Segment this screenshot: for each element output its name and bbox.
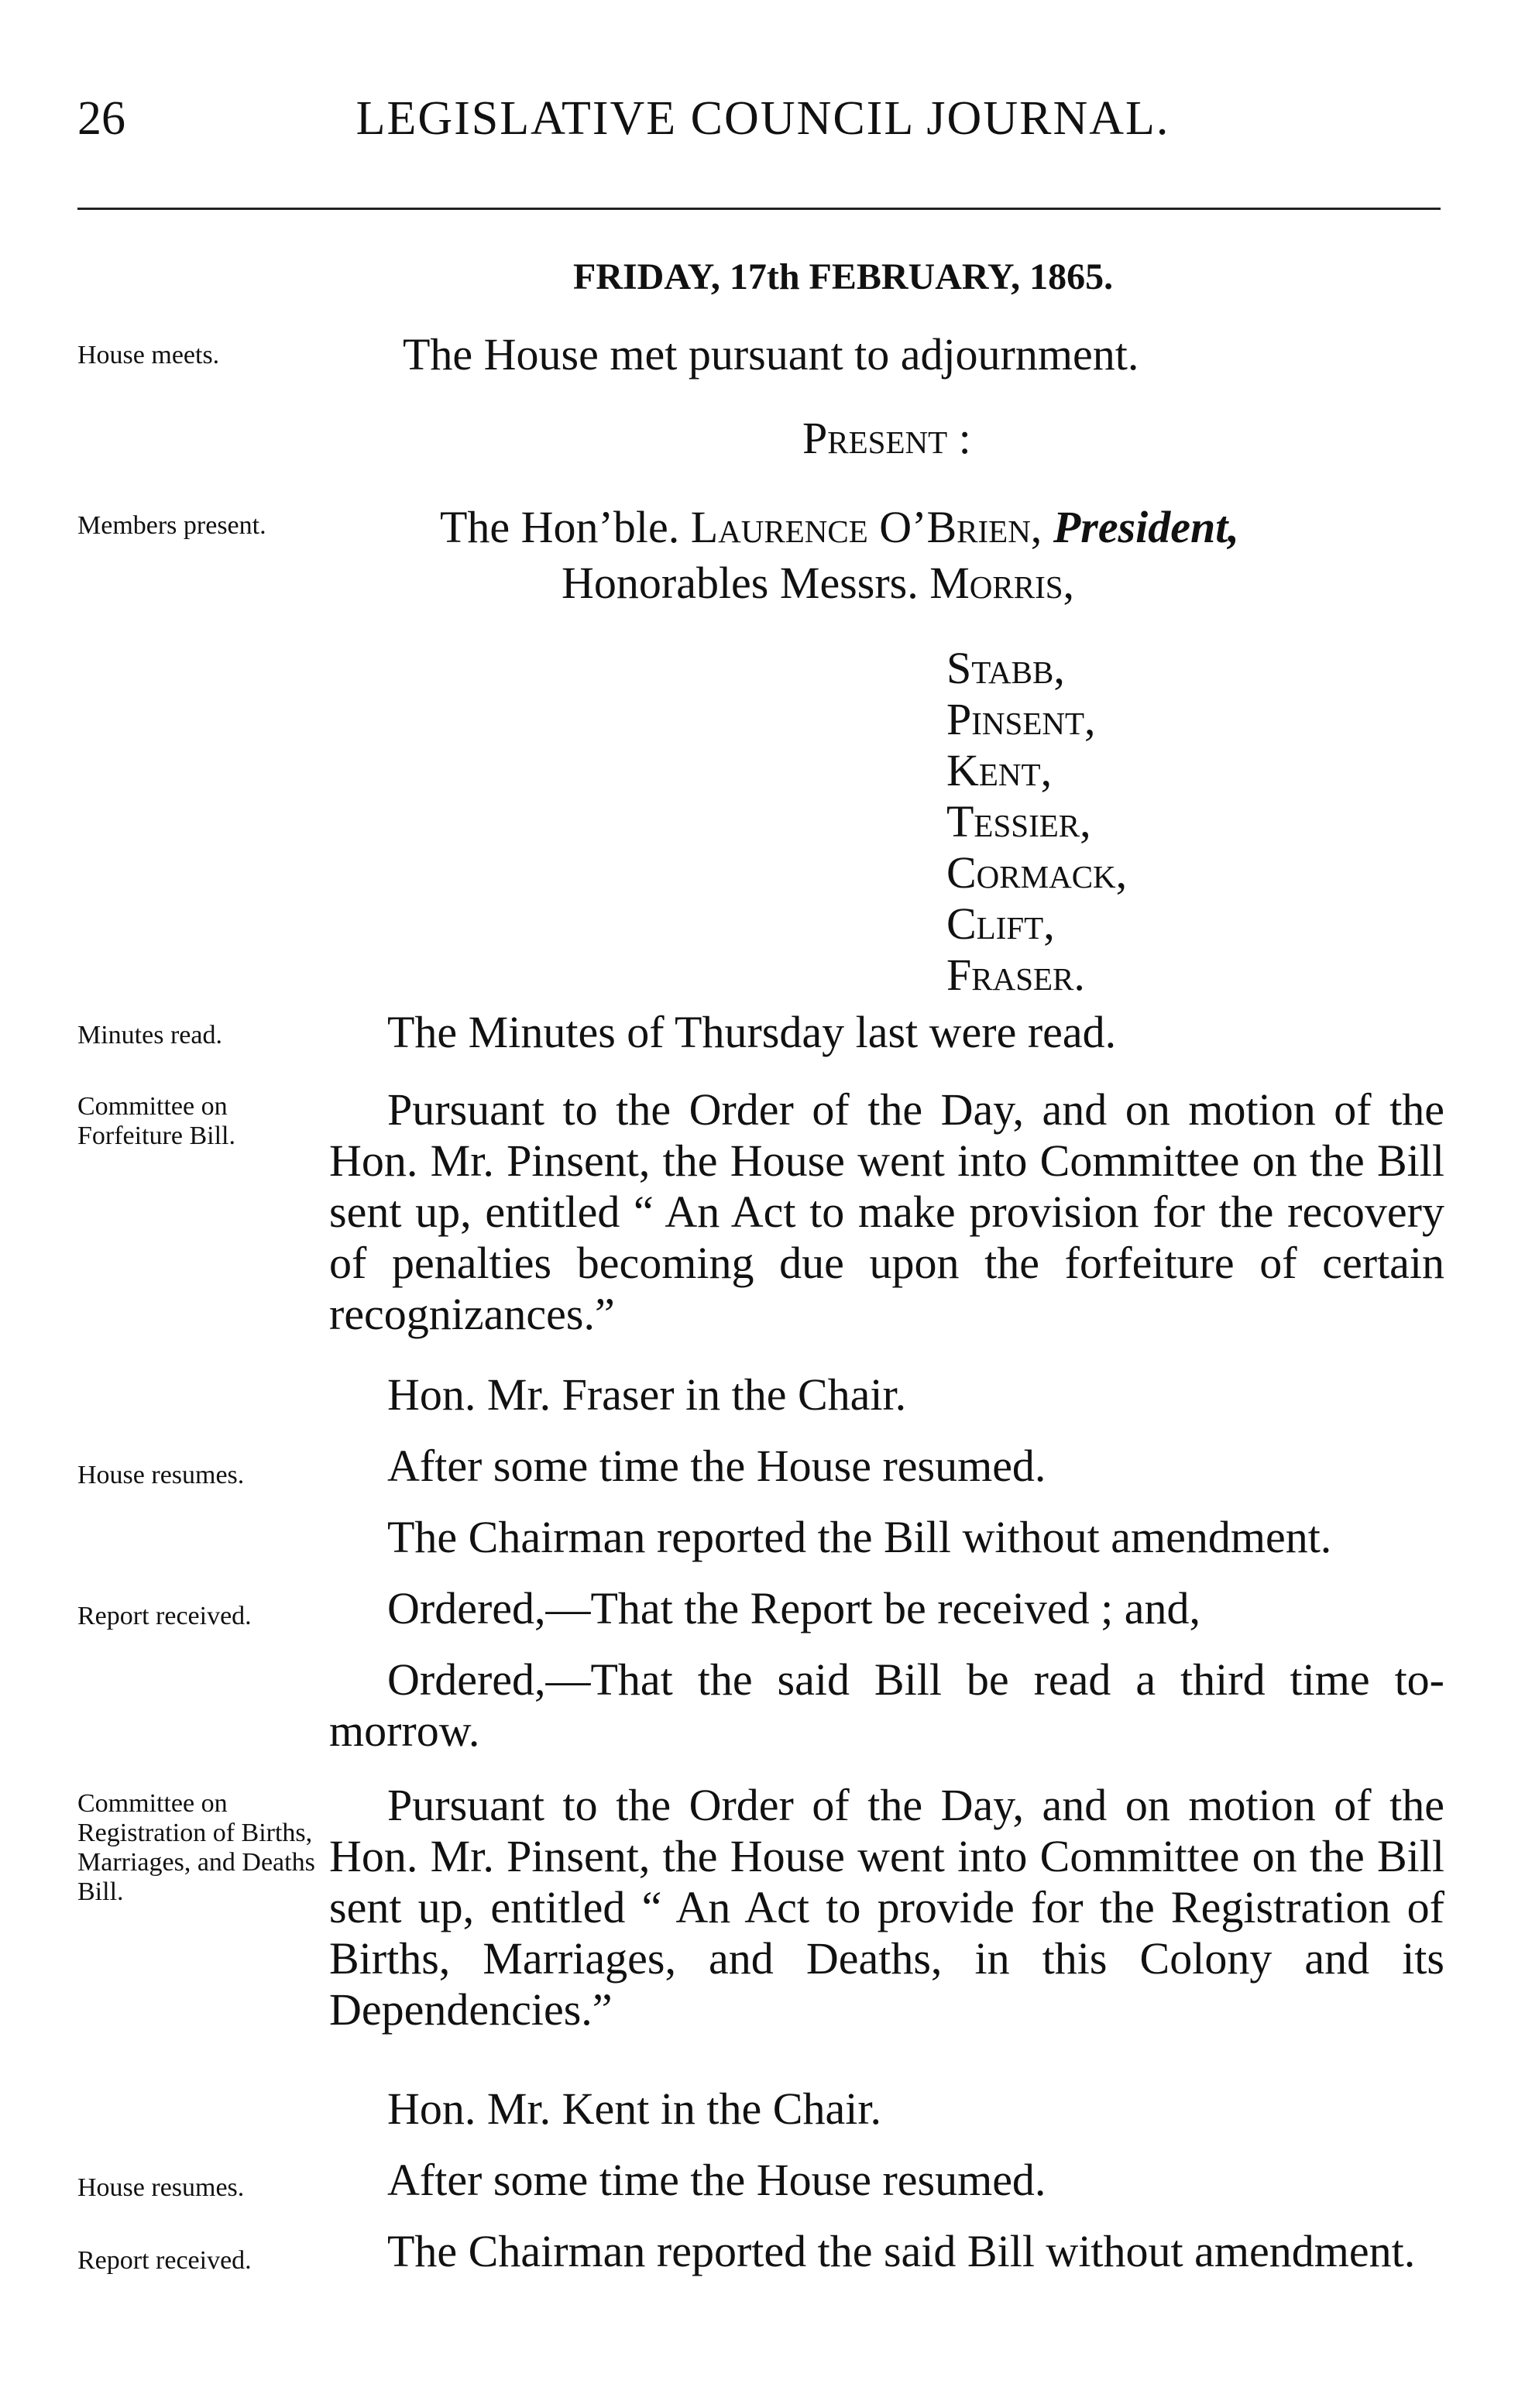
president-prefix: The Hon’ble. (440, 502, 680, 552)
present-heading: Present : (802, 413, 971, 463)
member-morris: Morris, (929, 558, 1075, 608)
margin-note-report-received-2: Report received. (77, 2246, 252, 2275)
chair-fraser-line: Hon. Mr. Fraser in the Chair. (387, 1369, 907, 1420)
member-kent: Kent, (946, 745, 1053, 795)
margin-note-members-present: Members present. (77, 511, 266, 540)
chair-kent-line: Hon. Mr. Kent in the Chair. (387, 2083, 881, 2134)
chairman-reported-line-1: The Chairman reported the Bill without amendment. (387, 1512, 1332, 1562)
member-fraser: Fraser. (946, 950, 1085, 1000)
resumed-line-1: After some time the House resumed. (387, 1441, 1046, 1491)
page-number: 26 (77, 92, 125, 145)
president-line (440, 502, 1239, 553)
honorables-line (562, 558, 1074, 609)
page-header (77, 91, 1448, 153)
ordered-third-text: Ordered,—That the said Bill be read a third time to-morrow. (329, 1654, 1444, 1756)
paragraph-forfeiture-text: Pursuant to the Order of the Day, and on motion of the Hon. Mr. Pinsent, the House went into Committee on the Bill sent up, entitled “ An Act to make provision for the recovery of penalties becoming due upon the forfeiture of certain recognizances.” (329, 1084, 1444, 1339)
margin-note-committee-registration: Committee on Registration of Births, Marriages, and Deaths Bill. (77, 1789, 315, 1906)
member-clift: Clift, (946, 898, 1055, 949)
member-cormack: Cormack, (946, 847, 1128, 898)
members-list (946, 643, 1127, 1001)
margin-note-minutes-read: Minutes read. (77, 1021, 222, 1049)
chairman-reported-2-text: The Chairman reported the said Bill without amendment. (387, 2226, 1416, 2276)
honorables-prefix: Honorables Messrs. (562, 558, 919, 608)
margin-note-report-received-1: Report received. (77, 1602, 252, 1630)
paragraph-forfeiture (329, 1084, 1444, 1340)
paragraph-registration-text: Pursuant to the Order of the Day, and on motion of the Hon. Mr. Pinsent, the House went into Committee on the Bill sent up, entitled “ An Act to provide for the Registration of Births, Marriages, and Deaths, in this Colony and its Dependencies.” (329, 1780, 1444, 2035)
president-title: President, (1053, 502, 1239, 552)
paragraph-chairman-reported-2 (329, 2226, 1444, 2277)
running-head: LEGISLATIVE COUNCIL JOURNAL. (355, 92, 1170, 145)
member-tessier: Tessier, (946, 796, 1091, 847)
margin-note-house-resumes-2: House resumes. (77, 2173, 245, 2202)
member-pinsent: Pinsent, (946, 694, 1096, 744)
margin-note-house-meets: House meets. (77, 341, 220, 369)
resumed-line-2: After some time the House resumed. (387, 2155, 1046, 2205)
president-name: Laurence O’Brien, (690, 502, 1042, 552)
margin-note-committee-forfeiture: Committee on Forfeiture Bill. (77, 1092, 235, 1150)
margin-note-house-resumes-1: House resumes. (77, 1461, 245, 1489)
header-rule (77, 208, 1441, 210)
paragraph-registration (329, 1780, 1444, 2035)
date-heading: FRIDAY, 17th FEBRUARY, 1865. (573, 256, 1114, 297)
house-met-line: The House met pursuant to adjournment. (403, 329, 1139, 380)
paragraph-ordered-third (329, 1654, 1444, 1757)
minutes-line: The Minutes of Thursday last were read. (387, 1007, 1117, 1057)
member-stabb: Stabb, (946, 643, 1065, 693)
ordered-report-line: Ordered,—That the Report be received ; and, (387, 1583, 1201, 1633)
